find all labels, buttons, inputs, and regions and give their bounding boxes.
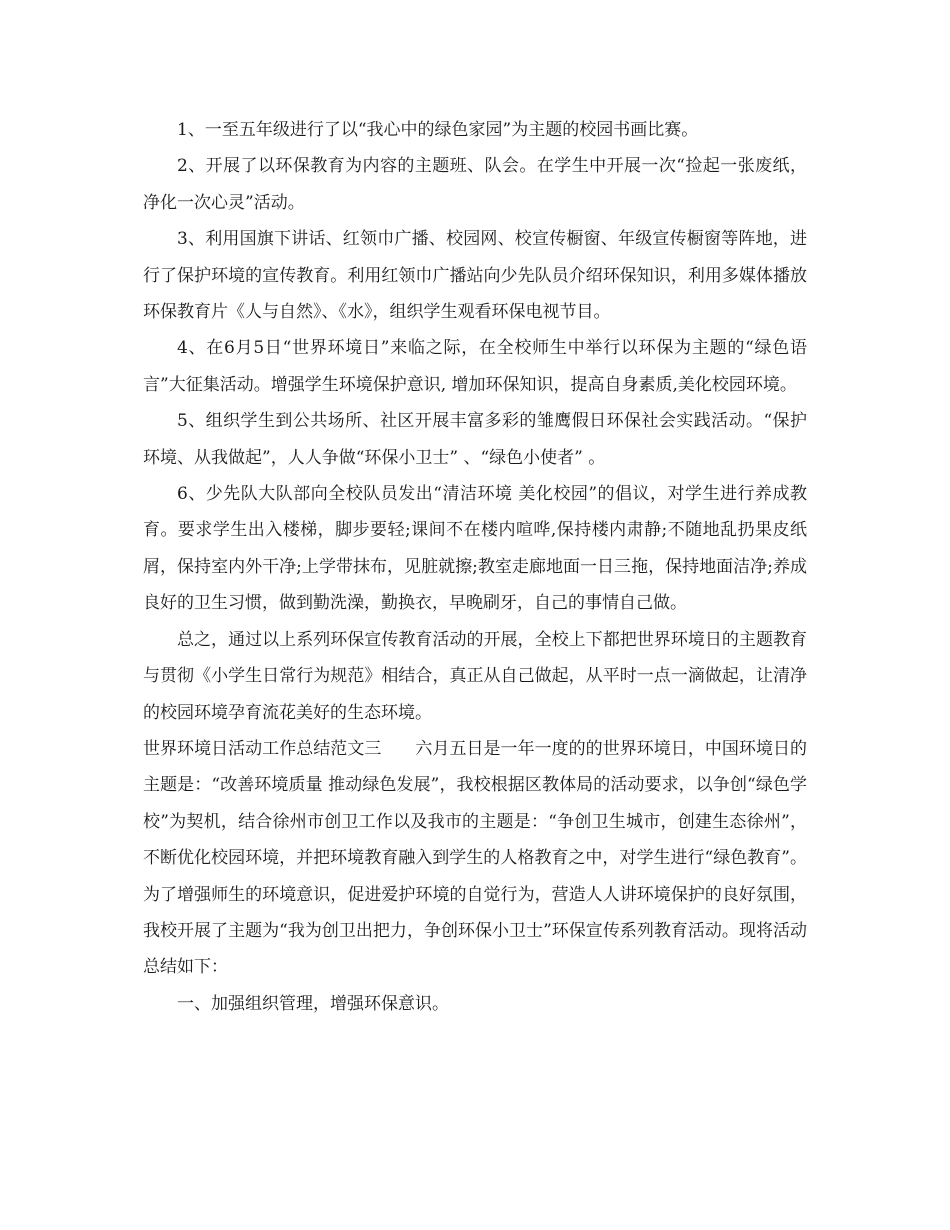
paragraph-item-2: 2、开展了以环保教育为内容的主题班、队会。在学生中开展一次“捡起一张废纸，净化一次心灵”活动。 bbox=[143, 156, 807, 213]
paragraph-section-heading: 一、加强组织管理，增强环保意识。 bbox=[177, 993, 449, 1014]
paragraph-item-6: 6、少先队大队部向全校队员发出“清洁环境 美化校园”的倡议，对学生进行养成教育。要求学生出入楼梯，脚步要轻;课间不在楼内喧哗,保持楼内肃静;不随地乱扔果皮纸屑，保持室内外干净;上学带抹布，见脏就擦;教室走廊地面一日三拖，保持地面洁净;养成良好的卫生习惯，做到勤洗澡，勤换衣，早晚刷牙，自己的事情自己做。 bbox=[143, 484, 807, 614]
paragraph-item-5: 5、组织学生到公共场所、社区开展丰富多彩的雏鹰假日环保社会实践活动。“保护环境、从我做起”，人人争做“环保小卫士” 、“绿色小使者” 。 bbox=[143, 411, 807, 468]
paragraph-summary: 总之，通过以上系列环保宣传教育活动的开展，全校上下都把世界环境日的主题教育与贯彻《小学生日常行为规范》相结合，真正从自己做起，从平时一点一滴做起，让清净的校园环境孕育流花美好的生态环境。 bbox=[143, 629, 807, 723]
paragraph-item-4: 4、在6月5日“世界环境日”来临之际，在全校师生中举行以环保为主题的“绿色语言”大征集活动。增强学生环境保护意识, 增加环保知识，提高自身素质,美化校园环境。 bbox=[143, 338, 807, 395]
document-body bbox=[143, 112, 807, 1022]
paragraph-sample-three: 世界环境日活动工作总结范文三 六月五日是一年一度的的世界环境日，中国环境日的主题是：“改善环境质量 推动绿色发展”，我校根据区教体局的活动要求，以争创“绿色学校”为契机，结合徐州市创卫工作以及我市的主题是：“争创卫生城市，创建生态徐州”，不断优化校园环境，并把环境教育融入到学生的人格教育之中，对学生进行“绿色教育”。为了增强师生的环境意识，促进爱护环境的自觉行为，营造人人讲环境保护的良好氛围，我校开展了主题为“我为创卫出把力，争创环保小卫士”环保宣传系列教育活动。现将活动总结如下： bbox=[143, 738, 807, 978]
paragraph-item-1: 1、一至五年级进行了以“我心中的绿色家园”为主题的校园书画比赛。 bbox=[177, 120, 699, 140]
paragraph-item-3: 3、利用国旗下讲话、红领巾广播、校园网、校宣传橱窗、年级宣传橱窗等阵地，进行了保护环境的宣传教育。利用红领巾广播站向少先队员介绍环保知识，利用多媒体播放环保教育片《人与自然》、《水》，组织学生观看环保电视节目。 bbox=[143, 229, 807, 323]
